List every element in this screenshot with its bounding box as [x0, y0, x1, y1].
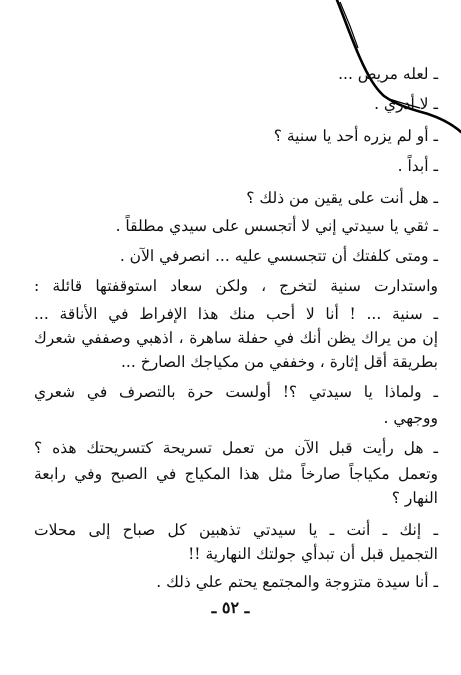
text-line: ـ ومتى كلفتك أن تتجسسي عليه ... انصرفي الآن . [119, 247, 438, 265]
text-line: ـ أنا سيدة متزوجة والمجتمع يحتم علي ذلك . [156, 573, 438, 591]
text-line: بطريقة أقل إثارة ، وخففي من مكياجك الصارخ ... [120, 353, 438, 371]
text-line: النهار ؟ [391, 489, 438, 507]
text-line: ـ هل رأيت قبل الآن من تعمل تسريحة كتسريحتك هذه ؟ [34, 439, 438, 457]
text-line: ـ ولماذا يا سيدتي ؟! أولست حرة بالتصرف في شعري [34, 383, 438, 401]
text-line: وتعمل مكياجاً صارخاً مثل هذا المكياج في الصبح وفي رابعة [34, 465, 438, 483]
text-line: التجميل قبل أن تبدأي جولتك النهارية !! [188, 545, 438, 563]
text-line: ـ هل أنت على يقين من ذلك ؟ [246, 189, 438, 207]
text-line: ـ إنك ـ أنت ـ يا سيدتي تذهبين كل صباح إلى محلات [34, 521, 438, 539]
page-number: ـ ٥٢ ـ [211, 598, 250, 617]
text-line: ـ أو لم يزره أحد يا سنية ؟ [273, 127, 438, 145]
text-line: ـ ثقي يا سيدتي إني لا أتجسس على سيدي مطلقاً . [115, 217, 438, 235]
text-line: ووجهي . [383, 409, 438, 427]
text-line: إن من يراك يظن أنك في حفلة ساهرة ، اذهبي وصففي شعرك [34, 329, 438, 347]
text-line: ـ أبداً . [397, 157, 438, 175]
text-line: ـ سنية ... ! أنا لا أحب منك هذا الإفراط في الأناقة ... [34, 305, 438, 323]
text-line: ـ لعله مريض ... [338, 65, 438, 83]
text-line: واستدارت سنية لتخرج ، ولكن سعاد استوقفتها قائلة : [34, 277, 438, 295]
text-line: ـ لا أدري . [374, 95, 438, 113]
